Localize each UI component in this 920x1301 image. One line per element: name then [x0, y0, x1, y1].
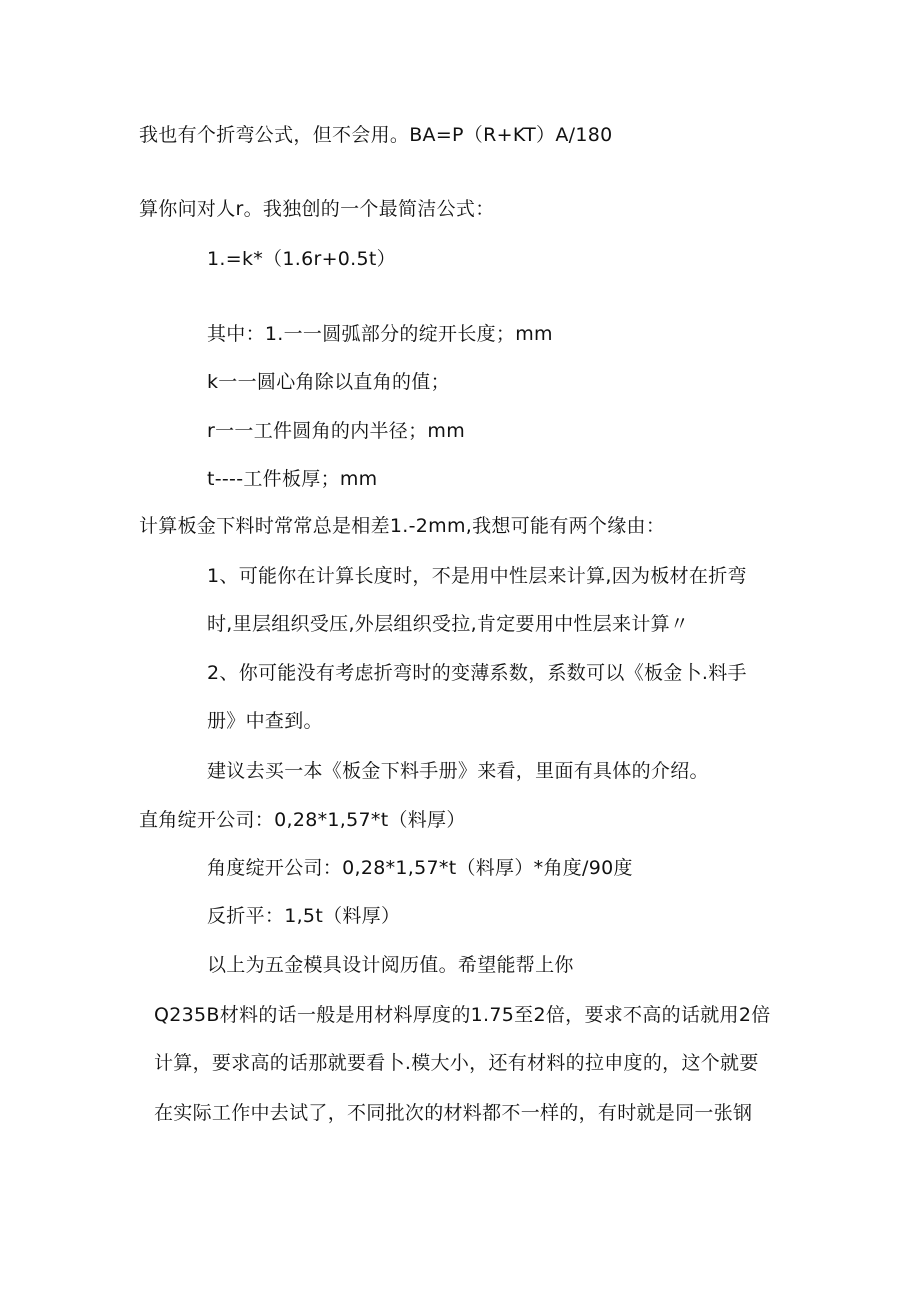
text-line: 算你问对人r。我独创的一个最简洁公式： [139, 198, 495, 220]
text-line: 计算板金下料时常常总是相差1.-2mm,我想可能有两个缘由： [139, 515, 666, 537]
text-line: 直角绽开公司：0,28*1,57*t（料厚） [139, 809, 466, 831]
text-line: 反折平：1,5t（料厚） [207, 905, 401, 927]
text-line: 时,里层组织受压,外层组织受拉,肯定要用中性层来计算〃 [207, 613, 690, 635]
text-line: r一一工件圆角的内半径；mm [207, 420, 466, 442]
text-line: 2、你可能没有考虑折弯时的变薄系数，系数可以《板金卜.料手 [207, 662, 747, 684]
text-line: k一一圆心角除以直角的值； [207, 371, 450, 393]
text-line: t----工件板厚；mm [207, 468, 378, 490]
text-line: 角度绽开公司：0,28*1,57*t（料厚）*角度/90度 [207, 857, 633, 879]
text-line: 建议去买一本《板金下料手册》来看，里面有具体的介绍。 [207, 760, 709, 782]
text-line: 1、可能你在计算长度时，不是用中性层来计算,因为板材在折弯 [207, 565, 747, 587]
text-line: 在实际工作中去试了，不同批次的材料都不一样的，有时就是同一张钢 [154, 1102, 753, 1124]
formula-line: 1.=k*（1.6r+0.5t） [207, 248, 396, 270]
text-line: 我也有个折弯公式，但不会用。BA=P（R+KT）A/180 [139, 124, 613, 146]
text-line: Q235B材料的话一般是用材料厚度的1.75至2倍，要求不高的话就用2倍 [154, 1004, 771, 1026]
text-line: 以上为五金模具设计阅历值。希望能帮上你 [207, 954, 574, 976]
text-line: 册》中查到。 [207, 710, 323, 732]
text-line: 计算，要求高的话那就要看卜.模大小，还有材料的拉申度的，这个就要 [154, 1052, 759, 1074]
text-line: 其中：1.一一圆弧部分的绽开长度；mm [207, 323, 553, 345]
